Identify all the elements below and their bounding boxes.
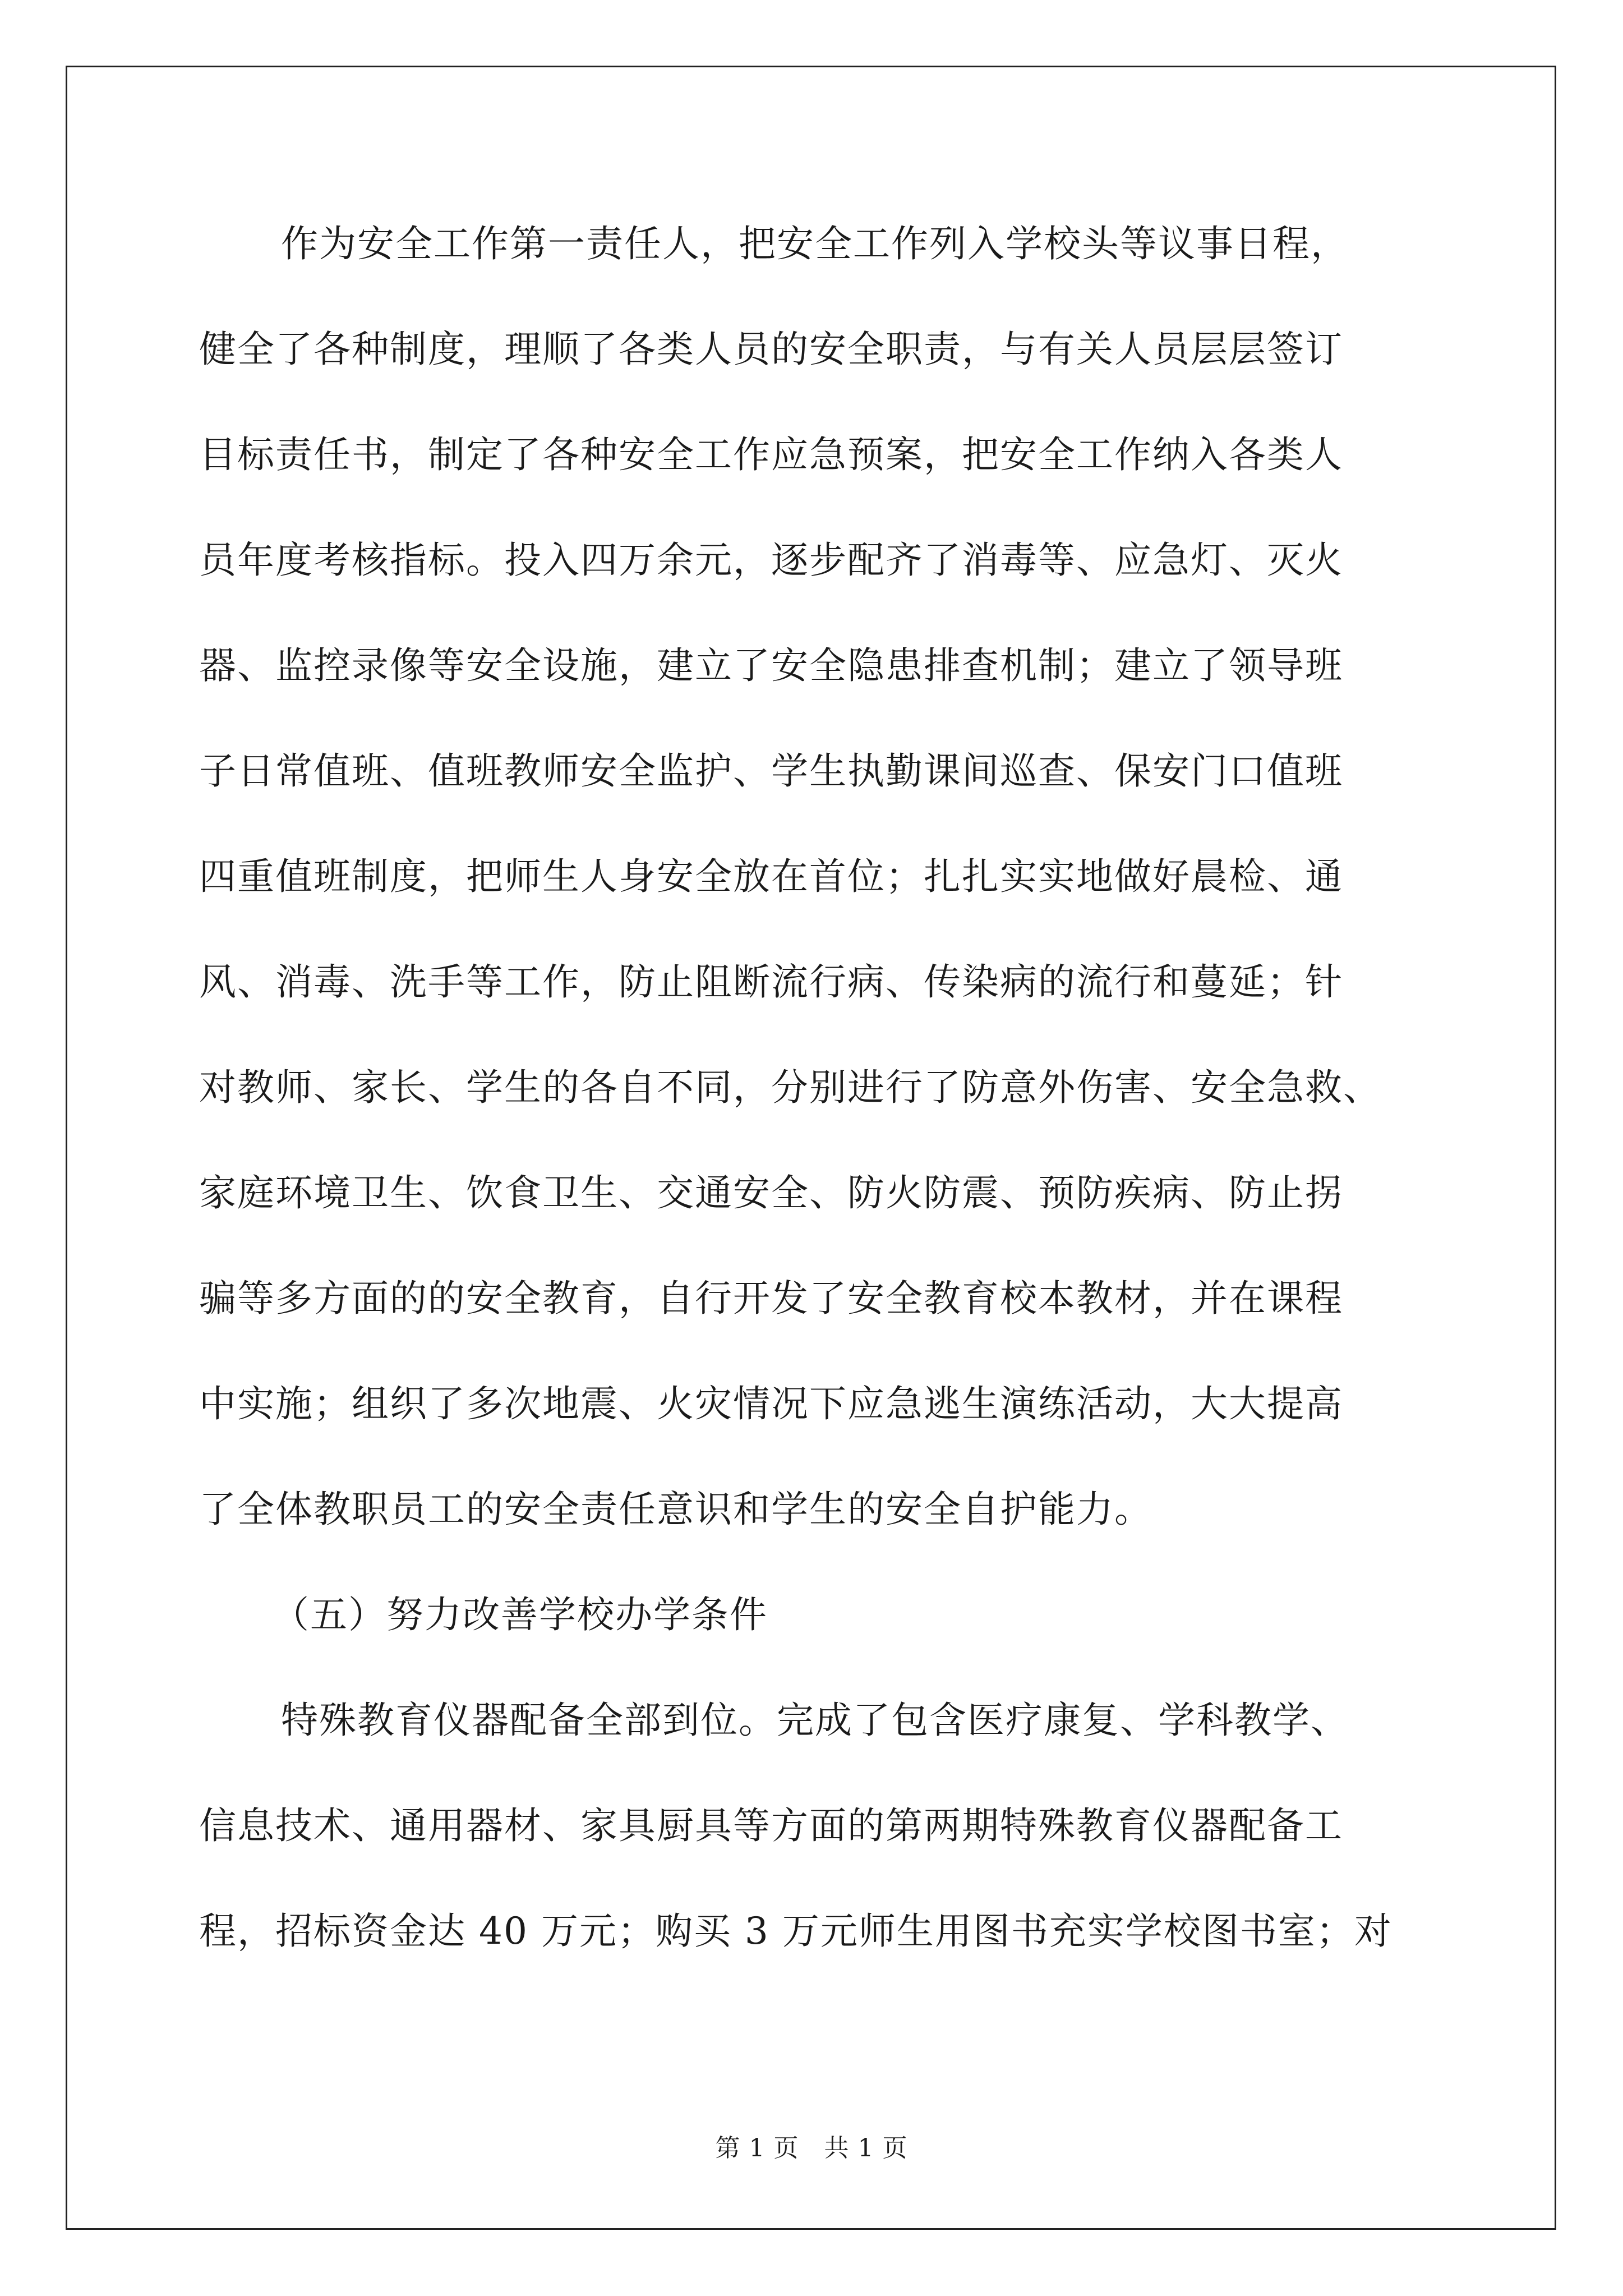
section-heading: （五）努力改善学校办学条件: [272, 1593, 768, 1636]
page-number-footer: 第 1 页 共 1 页: [715, 2134, 908, 2162]
paragraph-line: 四重值班制度，把师生人身安全放在首位；扎扎实实地做好晨检、通: [199, 855, 1343, 898]
paragraph-line: 器、监控录像等安全设施，建立了安全隐患排查机制；建立了领导班: [199, 644, 1343, 687]
paragraph-line: 目标责任书，制定了各种安全工作应急预案，把安全工作纳入各类人: [199, 433, 1343, 476]
paragraph-line: 程，招标资金达 40 万元；购买 3 万元师生用图书充实学校图书室；对: [199, 1910, 1393, 1953]
paragraph-line: 健全了各种制度，理顺了各类人员的安全职责，与有关人员层层签订: [199, 328, 1343, 371]
paragraph-line: 对教师、家长、学生的各自不同，分别进行了防意外伤害、安全急救、: [199, 1066, 1381, 1109]
paragraph-line: 骗等多方面的的安全教育，自行开发了安全教育校本教材，并在课程: [199, 1277, 1343, 1320]
paragraph-line: 信息技术、通用器材、家具厨具等方面的第两期特殊教育仪器配备工: [199, 1804, 1343, 1847]
document-body: [199, 219, 1433, 2012]
paragraph-line: 风、消毒、洗手等工作，防止阻断流行病、传染病的流行和蔓延；针: [199, 960, 1343, 1004]
paragraph-line: 中实施；组织了多次地震、火灾情况下应急逃生演练活动，大大提高: [199, 1382, 1343, 1425]
paragraph-line: 特殊教育仪器配备全部到位。完成了包含医疗康复、学科教学、: [281, 1699, 1349, 1742]
paragraph-line: 家庭环境卫生、饮食卫生、交通安全、防火防震、预防疾病、防止拐: [199, 1171, 1343, 1214]
paragraph-line: 子日常值班、值班教师安全监护、学生执勤课间巡查、保安门口值班: [199, 749, 1343, 793]
paragraph-line: 作为安全工作第一责任人，把安全工作列入学校头等议事日程，: [281, 222, 1349, 265]
paragraph-line: 员年度考核指标。投入四万余元，逐步配齐了消毒等、应急灯、灭火: [199, 539, 1343, 582]
paragraph-line: 了全体教职员工的安全责任意识和学生的安全自护能力。: [199, 1488, 1152, 1531]
